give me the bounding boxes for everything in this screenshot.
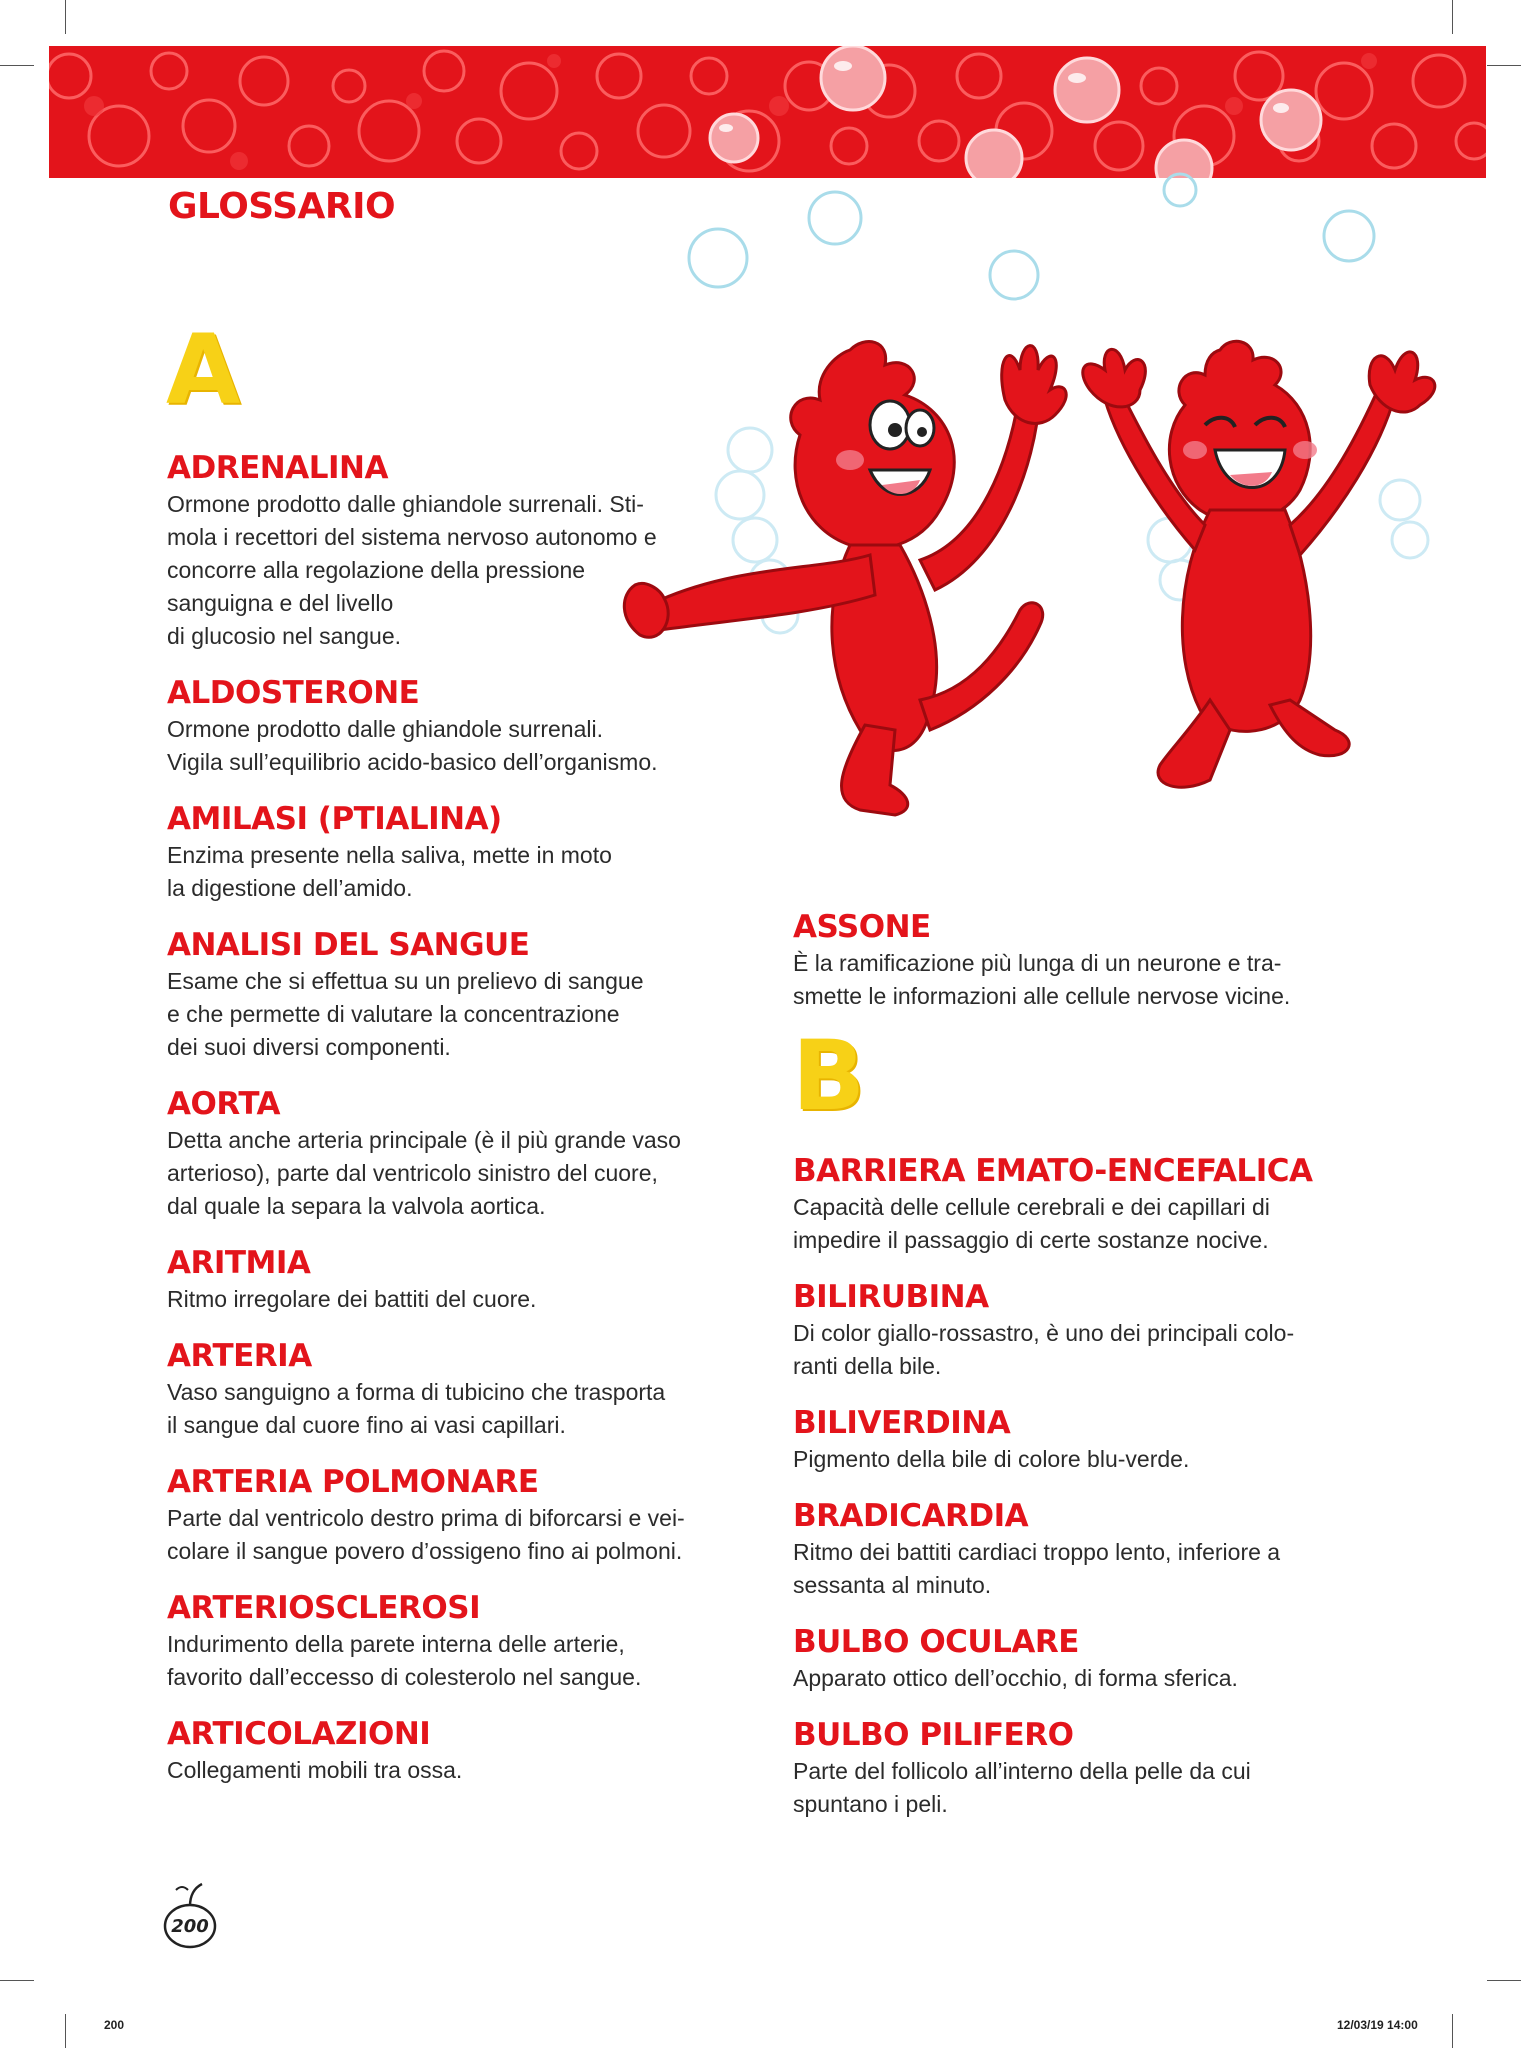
header-banner — [49, 46, 1486, 178]
entry-term: ASSONE — [793, 909, 931, 945]
page-number-badge — [160, 1880, 220, 1950]
entry-definition: Ormone prodotto dalle ghiandole surrenali. Vigila sull’equilibrio acido-basico dell’organismo. — [167, 716, 658, 775]
crop-mark — [65, 0, 66, 34]
entry-term: BARRIERA EMATO-ENCEFALICA — [793, 1153, 1313, 1189]
entry-definition: Vaso sanguigno a forma di tubicino che trasporta il sangue dal cuore fino ai vasi capillari. — [167, 1379, 666, 1438]
print-slug-page: 200 — [104, 2018, 125, 2032]
glossary-entry — [793, 1715, 1353, 1821]
section-letter-a: A — [166, 314, 241, 426]
crop-mark — [1452, 0, 1453, 34]
entry-term: AMILASI (PTIALINA) — [167, 801, 502, 837]
entry-term: ADRENALINA — [167, 450, 388, 486]
crop-mark — [0, 1980, 34, 1981]
glossary-entry — [167, 1588, 737, 1694]
entry-definition: Enzima presente nella saliva, mette in moto la digestione dell’amido. — [167, 842, 612, 901]
apple-icon — [160, 1880, 220, 1950]
entry-definition: Capacità delle cellule cerebrali e dei capillari di impedire il passaggio di certe sostanze nocive. — [793, 1194, 1270, 1253]
letter-spacer — [793, 1033, 1353, 1151]
glossary-entry — [167, 1714, 737, 1787]
entry-term: ARITMIA — [167, 1245, 311, 1281]
mascot-right — [1083, 341, 1435, 787]
crop-mark — [0, 65, 34, 66]
glossary-entry — [793, 1277, 1353, 1383]
glossary-entry — [793, 1622, 1353, 1695]
mascot-illustration — [620, 330, 1440, 830]
glossary-entry — [793, 1151, 1353, 1257]
entry-definition: È la ramificazione più lunga di un neurone e tra- smette le informazioni alle cellule nervose vicine. — [793, 950, 1291, 1009]
entry-definition: Di color giallo-rossastro, è uno dei principali colo- ranti della bile. — [793, 1320, 1295, 1379]
entry-term: ANALISI DEL SANGUE — [167, 927, 530, 963]
glossary-entry — [167, 1462, 737, 1568]
glossary-entry — [793, 907, 1353, 1013]
crop-mark — [65, 2014, 66, 2048]
entry-term: ARTERIA — [167, 1338, 312, 1374]
crop-mark — [1487, 1980, 1521, 1981]
entry-definition: Esame che si effettua su un prelievo di sangue e che permette di valutare la concentrazione dei suoi diversi componenti. — [167, 968, 644, 1060]
entry-definition: Indurimento della parete interna delle arterie, favorito dall’eccesso di colesterolo nel sangue. — [167, 1631, 642, 1690]
entry-definition: Parte dal ventricolo destro prima di biforcarsi e vei- colare il sangue povero d’ossigeno fino ai polmoni. — [167, 1505, 685, 1564]
entry-definition: Detta anche arteria principale (è il più grande vaso arterioso), parte dal ventricolo sinistro del cuore, dal quale la separa la valvola aortica. — [167, 1127, 681, 1219]
section-letter-b: B — [792, 1020, 866, 1132]
entry-term: AORTA — [167, 1086, 281, 1122]
page-number: 200 — [171, 1916, 209, 1937]
entry-definition: Apparato ottico dell’occhio, di forma sferica. — [793, 1665, 1238, 1691]
entry-term: BILIRUBINA — [793, 1279, 989, 1315]
entry-definition: Ritmo irregolare dei battiti del cuore. — [167, 1286, 537, 1312]
glossary-entry — [793, 1496, 1353, 1602]
entry-term: BULBO OCULARE — [793, 1624, 1079, 1660]
entry-definition: Ormone prodotto dalle ghiandole surrenali. Sti- mola i recettori del sistema nervoso autonomo e concorre alla regolazione della pressione sanguigna e del livello di glucosio nel sangue. — [167, 491, 657, 649]
entry-term: ALDOSTERONE — [167, 675, 420, 711]
entry-term: BRADICARDIA — [793, 1498, 1029, 1534]
glossary-entry — [167, 1084, 737, 1223]
entry-term: ARTERIOSCLEROSI — [167, 1590, 481, 1626]
crop-mark — [1487, 65, 1521, 66]
crop-mark — [1452, 2014, 1453, 2048]
entry-definition: Ritmo dei battiti cardiaci troppo lento, inferiore a sessanta al minuto. — [793, 1539, 1281, 1598]
entry-definition: Parte del follicolo all’interno della pelle da cui spuntano i peli. — [793, 1758, 1251, 1817]
entry-definition: Pigmento della bile di colore blu-verde. — [793, 1446, 1190, 1472]
mascot-left — [624, 342, 1066, 815]
entry-term: ARTICOLAZIONI — [167, 1716, 431, 1752]
glossary-entry — [167, 925, 737, 1064]
glossary-entry — [167, 1243, 737, 1316]
glossary-entry — [793, 1403, 1353, 1476]
glossy-bubbles — [49, 46, 1486, 178]
entry-term: ARTERIA POLMONARE — [167, 1464, 539, 1500]
page-title: GLOSSARIO — [168, 186, 396, 227]
print-slug-date: 12/03/19 14:00 — [1337, 2018, 1418, 2032]
entry-term: BULBO PILIFERO — [793, 1717, 1074, 1753]
glossary-column-right — [793, 907, 1353, 1841]
entry-definition: Collegamenti mobili tra ossa. — [167, 1757, 463, 1783]
entry-term: BILIVERDINA — [793, 1405, 1011, 1441]
glossary-entry — [167, 1336, 737, 1442]
